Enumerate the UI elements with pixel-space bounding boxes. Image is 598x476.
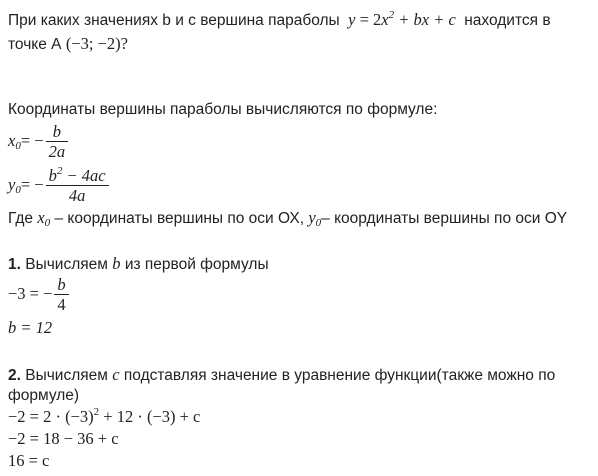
step-2-equation-2: −2 = 18 − 36 + c <box>8 429 119 448</box>
problem-line-2 <box>8 34 128 55</box>
step-2-heading-cont: формуле) <box>8 387 80 404</box>
step-2-equation-1: $-2 = 2 \cdot (-3)^2 + 12 \cdot (-3) + c$ <box>8 406 201 426</box>
fraction-x0: $\frac{b}{2a}$ <box>46 122 69 161</box>
step-2-heading: 2. Вычисляем c подставляя значение в уравнение функции(также можно по <box>8 365 556 384</box>
problem-tail: находится в <box>464 12 551 29</box>
fraction-y0: $\frac{b^2 - 4ac}{4a}$ <box>46 166 109 205</box>
formula-x0: $x_0$ = − $\frac{b}{2a}$ <box>8 119 70 163</box>
formula-y0: $y_0$ = − $\frac{b^2 - 4ac}{4a}$ <box>8 163 111 207</box>
step-1-heading: 1. Вычисляем b из первой формулы <box>8 254 269 273</box>
parabola-formula: $y = 2x^2$ + bx + c <box>348 9 456 29</box>
point-coordinates: (−3; −2)? <box>65 34 128 53</box>
step-1-equation-1: −3 = − $\frac{b}{4}$ <box>8 272 71 316</box>
step-1-number: 1. <box>8 256 21 273</box>
step-1-equation-2: b = 12 <box>8 318 53 337</box>
intro-text: Координаты вершины параболы вычисляются по формуле: <box>8 101 438 118</box>
where-line: Где $x_0$ – координаты вершины по оси ОХ, $y_0-$ координаты вершины по оси ОY <box>8 208 568 229</box>
step-2-equation-3: 16 = c <box>8 451 50 470</box>
problem-text: При каких значениях b и с вершина параболы <box>8 12 340 29</box>
fraction-step-1: $\frac{b}{4}$ <box>54 275 68 314</box>
point-label: точке А <box>8 36 62 53</box>
step-2-number: 2. <box>8 367 21 384</box>
problem-line-1 <box>8 10 551 31</box>
